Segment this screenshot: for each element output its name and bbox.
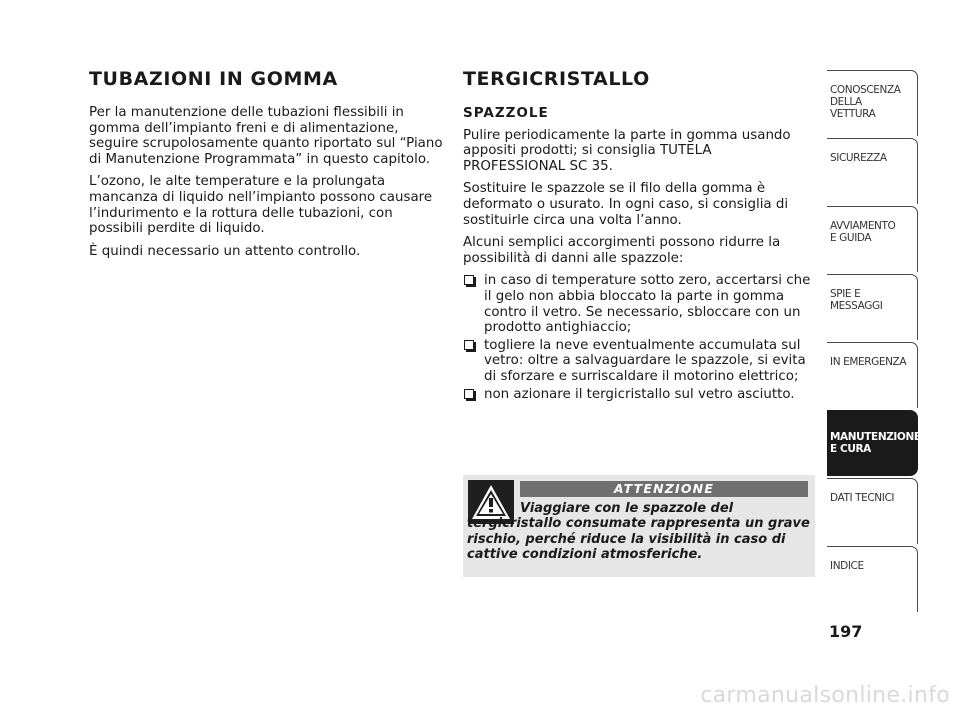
warning-text: Viaggiare con le spazzole del tergicristallo consumate rappresenta un grave rischio, perché riduce la visibilità in caso di cattive condizioni atmosferiche.: [467, 501, 810, 563]
tab-sicurezza[interactable]: SICUREZZA: [827, 138, 918, 204]
section-subtitle: SPAZZOLE: [463, 105, 549, 121]
tab-dati-tecnici[interactable]: DATI TECNICI: [827, 478, 918, 544]
paragraph: Alcuni semplici accorgimenti possono ridurre la possibilità di danni alle spazzole:: [463, 235, 781, 266]
tab-conoscenza-vettura[interactable]: CONOSCENZA DELLA VETTURA: [827, 70, 918, 136]
list-item-text: non azionare il tergicristallo sul vetro asciutto.: [484, 386, 795, 402]
section-title: TERGICRISTALLO: [463, 68, 650, 90]
list-item: [463, 338, 815, 385]
tab-manutenzione-cura[interactable]: MANUTENZIONE E CURA: [827, 410, 918, 476]
list-item-text: togliere la neve eventualmente accumulata sul vetro: oltre a salvaguardare le spazzole, si evita di sforzare e surriscaldare il motorino elettrico;: [484, 337, 806, 384]
warning-heading: ATTENZIONE: [520, 481, 808, 497]
tab-spie-messaggi[interactable]: SPIE E MESSAGGI: [827, 274, 918, 340]
page-number: 197: [829, 622, 863, 641]
paragraph: L’ozono, le alte temperature e la prolungata mancanza di liquido nell’impianto possono causare l’indurimento e la rottura delle tubazioni, con possibili perdite di liquido.: [89, 174, 433, 237]
section-tubazioni: [89, 68, 445, 266]
warning-box: [463, 475, 815, 577]
watermark: carmanualsonline.info: [700, 683, 950, 708]
checkbox-bullet-icon: [464, 389, 474, 399]
checkbox-bullet-icon: [464, 275, 474, 285]
chapter-tabs: [827, 70, 921, 614]
tab-avviamento-guida[interactable]: AVVIAMENTO E GUIDA: [827, 206, 918, 272]
tab-in-emergenza[interactable]: IN EMERGENZA: [827, 342, 918, 408]
section-title: TUBAZIONI IN GOMMA: [89, 68, 338, 90]
tab-indice[interactable]: INDICE: [827, 546, 918, 612]
paragraph: Per la manutenzione delle tubazioni flessibili in gomma dell’impianto freni e di alimentazione, seguire scrupolosamente quanto riportato sul “Piano di Manutenzione Programmata” in questo capitolo.: [89, 105, 443, 167]
paragraph: Pulire periodicamente la parte in gomma usando appositi prodotti; si consiglia TUTELA PROFESSIONAL SC 35.: [463, 127, 791, 174]
list-item: [463, 273, 815, 335]
bullet-list: [463, 273, 815, 402]
checkbox-bullet-icon: [464, 340, 474, 350]
paragraph: È quindi necessario un attento controllo.: [89, 243, 361, 259]
section-tergicristallo: [463, 68, 815, 404]
list-item: [463, 387, 815, 403]
paragraph: Sostituire le spazzole se il filo della gomma è deformato o usurato. In ogni caso, si consiglia di sostituirle circa una volta l’anno.: [463, 181, 789, 228]
list-item-text: in caso di temperature sotto zero, accertarsi che il gelo non abbia bloccato la parte in gomma contro il vetro. Se necessario, sbloccare con un prodotto antighiaccio;: [484, 273, 811, 336]
